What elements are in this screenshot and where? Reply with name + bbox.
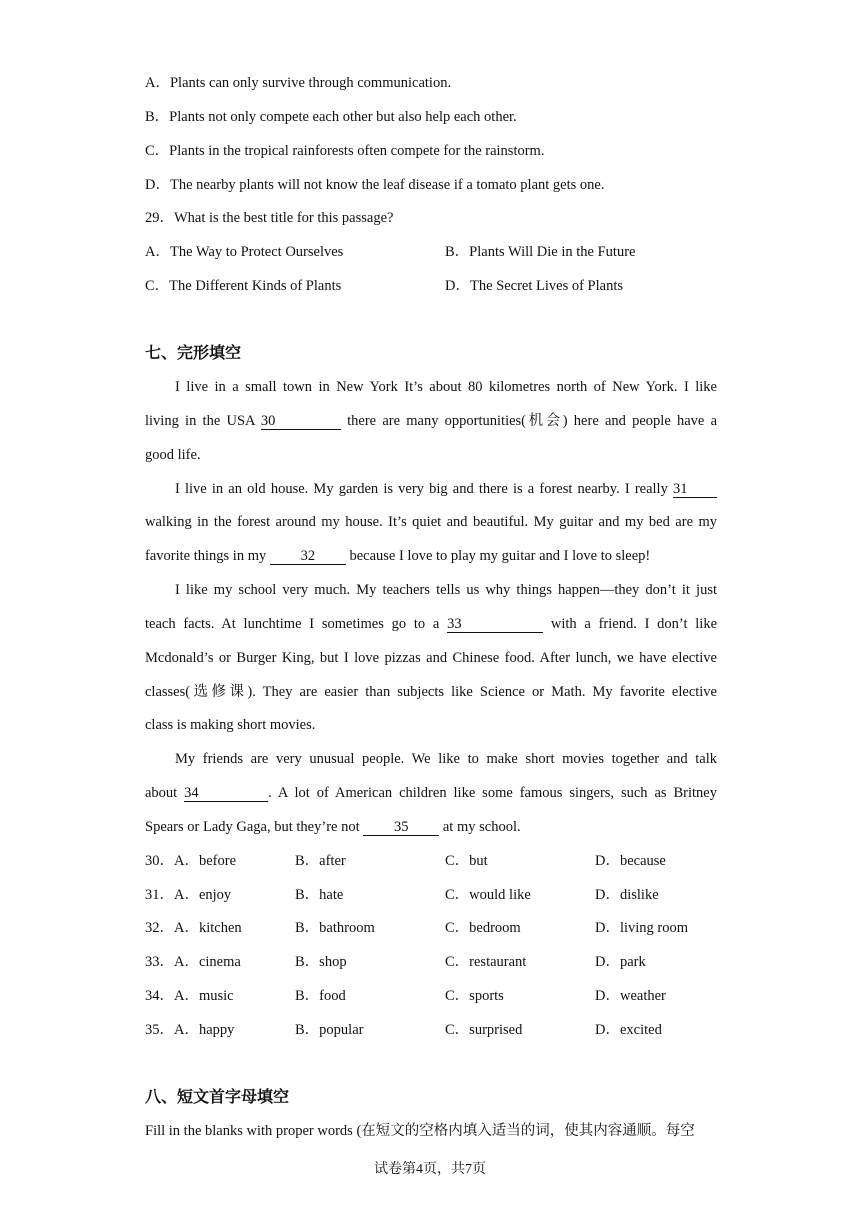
option-31-a: 31．A．enjoy [145,887,232,903]
p2-line3-text-a: favorite things in my [145,548,267,564]
blank-35: 35 [363,819,439,836]
blank-32: 32 [270,548,346,565]
option-30-b: B．after [295,853,346,869]
option-31-c: C．would like [445,887,531,903]
blank-30: 30 [261,413,341,430]
option-35-d: D．excited [595,1022,662,1038]
p2-line1 [175,479,717,499]
p2-line1-text: I live in an old house. My garden is very big and there is a forest nearby. I really [175,481,668,497]
p2-line3-text-b: because I love to play my guitar and I love to sleep! [349,548,651,564]
p1-line3: good life. [145,447,201,463]
option-31-d: D．dislike [595,887,659,903]
option-32-c: C．bedroom [445,920,521,936]
p4-line3 [145,817,521,837]
p3-line5: class is making short movies. [145,717,316,733]
option-33-b: B．shop [295,954,347,970]
q28-option-a: A．Plants can only survive through communication. [145,75,452,91]
q29-option-b: B．Plants Will Die in the Future [445,244,636,260]
q28-option-b: B．Plants not only compete each other but also help each other. [145,109,517,125]
q29-option-c: C．The Different Kinds of Plants [145,278,342,294]
option-33-d: D．park [595,954,646,970]
blank-33: 33 [447,616,543,633]
section7-heading: 七、完形填空 [145,343,242,362]
p1-line2-text-a: living in the USA [145,413,255,429]
p3-line2-text-b: with a friend. I don’t like [550,616,718,632]
q28-option-d: D．The nearby plants will not know the leaf disease if a tomato plant gets one. [145,177,605,193]
p4-line3-text-b: at my school. [442,819,521,835]
option-34-c: C．sports [445,988,504,1004]
option-34-b: B．food [295,988,346,1004]
blank-31: 31 [673,481,717,498]
p3-line4: classes(选修课). They are easier than subjects like Science or Math. My favorite elective [145,684,717,700]
section8-heading: 八、短文首字母填空 [145,1087,290,1106]
q28-option-c: C．Plants in the tropical rainforests often compete for the rainstorm. [145,143,545,159]
p3-line3: Mcdonald’s or Burger King, but I love pizzas and Chinese food. After lunch, we have elective [145,650,717,666]
q29-option-d: D．The Secret Lives of Plants [445,278,623,294]
option-35-a: 35．A．happy [145,1022,235,1038]
option-32-a: 32．A．kitchen [145,920,242,936]
p4-line1: My friends are very unusual people. We like to make short movies together and talk [175,751,717,767]
option-30-a: 30．A．before [145,853,237,869]
option-35-b: B．popular [295,1022,364,1038]
q29-question: 29．What is the best title for this passage? [145,210,394,226]
option-34-a: 34．A．music [145,988,234,1004]
p3-line2 [145,614,717,634]
q29-option-a: A．The Way to Protect Ourselves [145,244,344,260]
option-35-c: C．surprised [445,1022,523,1038]
option-33-c: C．restaurant [445,954,527,970]
p3-line1: I like my school very much. My teachers tells us why things happen—they don’t it just [175,582,717,598]
p1-line2-text-b: there are many opportunities(机会) here and people have a [347,413,718,429]
p2-line2: walking in the forest around my house. It’s quiet and beautiful. My guitar and my bed are my [145,514,717,530]
option-30-d: D．because [595,853,666,869]
p1-line1: I live in a small town in New York It’s about 80 kilometres north of New York. I like [175,379,717,395]
p4-line2-text-b: . A lot of American children like some famous singers, such as Britney [268,785,717,801]
p1-line2 [145,411,717,431]
p4-line2 [145,783,717,803]
option-32-d: D．living room [595,920,689,936]
p3-line2-text-a: teach facts. At lunchtime I sometimes go to a [145,616,440,632]
p2-line3 [145,546,650,566]
blank-34: 34 [184,785,268,802]
option-32-b: B．bathroom [295,920,375,936]
option-30-c: C．but [445,853,488,869]
section8-intro: Fill in the blanks with proper words (在短文的空格内填入适当的词，使其内容通顺。每空 [145,1123,695,1139]
option-34-d: D．weather [595,988,666,1004]
option-31-b: B．hate [295,887,344,903]
p4-line3-text-a: Spears or Lady Gaga, but they’re not [145,819,360,835]
p4-line2-text-a: about [145,785,178,801]
page-footer: 试卷第4页，共7页 [374,1162,486,1177]
option-33-a: 33．A．cinema [145,954,241,970]
